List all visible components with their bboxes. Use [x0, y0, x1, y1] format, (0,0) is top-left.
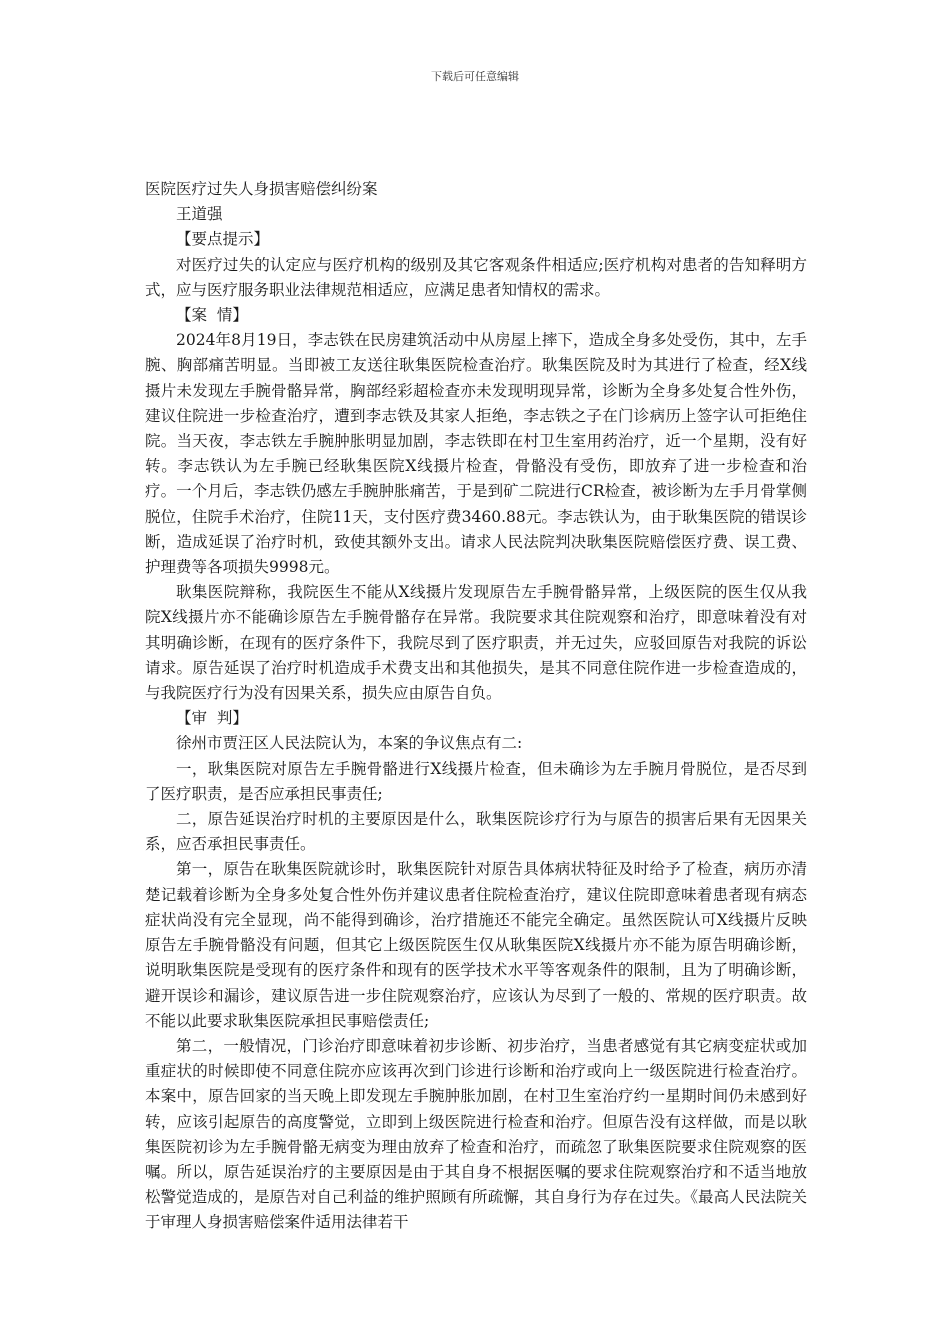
- document-body: [145, 177, 807, 1236]
- page-header-note: 下载后可任意编辑: [431, 70, 519, 83]
- key-points-text: 对医疗过失的认定应与医疗机构的级别及其它客观条件相适应;医疗机构对患者的告知释明方式，应与医疗服务职业法律规范相适应，应满足患者知情权的需求。: [145, 255, 807, 299]
- trial-second-point: 第二，一般情况，门诊治疗即意味着初步诊断、初步治疗，当患者感觉有其它病变症状或加重症状的时候即使不同意住院亦应该再次到门诊进行诊断和治疗或向上一级医院进行检查治疗。本案中，原告回家的当天晚上即发现左手腕肿胀加剧，在村卫生室治疗约一星期时间仍未感到好转，应该引起原告的高度警觉，立即到上级医院进行检查和治疗。但原告没有这样做，而是以耿集医院初诊为左手腕骨骼无病变为理由放弃了检查和治疗，而疏忽了耿集医院要求住院观察的医嘱。所以，原告延误治疗的主要原因是由于其自身不根据医嘱的要求住院观察治疗和不适当地放松警觉造成的，是原告对自己利益的维护照顾有所疏懈，其自身行为存在过失。《最高人民法院关于审理人身损害赔偿案件适用法律若干: [145, 1036, 807, 1232]
- document-title: 医院医疗过失人身损害赔偿纠纷案: [145, 180, 378, 198]
- trial-heading: 【审 判】: [176, 709, 248, 728]
- key-points-heading: 【要点提示】: [176, 230, 270, 249]
- document-author: 王道强: [176, 205, 223, 224]
- trial-issue-2: 二，原告延误治疗时机的主要原因是什么，耿集医院诊疗行为与原告的损害后果有无因果关系，应否承担民事责任。: [145, 810, 807, 854]
- case-heading: 【案 情】: [176, 306, 248, 325]
- case-paragraph-2: 耿集医院辩称，我院医生不能从X线摄片发现原告左手腕骨骼异常，上级医院的医生仅从我院X线摄片亦不能确诊原告左手腕骨骼存在异常。我院要求其住院观察和治疗，即意味着没有对其明确诊断，在现有的医疗条件下，我院尽到了医疗职责，并无过失，应驳回原告对我院的诉讼请求。原告延误了治疗时机造成手术费支出和其他损失，是其不同意住院作进一步检查造成的，与我院医疗行为没有因果关系，损失应由原告自负。: [145, 583, 807, 703]
- trial-intro: 徐州市贾汪区人民法院认为，本案的争议焦点有二:: [176, 734, 523, 753]
- trial-first-point: 第一，原告在耿集医院就诊时，耿集医院针对原告具体病状特征及时给予了检查，病历亦清楚记载着诊断为全身多处复合性外伤并建议患者住院检查治疗，建议住院即意味着患者现有病态症状尚没有完全显现，尚不能得到确诊，治疗措施还不能完全确定。虽然医院认可X线摄片反映原告左手腕骨骼没有问题，但其它上级医院医生仅从耿集医院X线摄片亦不能为原告明确诊断，说明耿集医院是受现有的医疗条件和现有的医学技术水平等客观条件的限制，且为了明确诊断，避开误诊和漏诊，建议原告进一步住院观察治疗，应该认为尽到了一般的、常规的医疗职责。故不能以此要求耿集医院承担民事赔偿责任;: [145, 860, 807, 1030]
- trial-issue-1: 一，耿集医院对原告左手腕骨骼进行X线摄片检查，但未确诊为左手腕月骨脱位，是否尽到了医疗职责，是否应承担民事责任;: [145, 759, 807, 803]
- case-paragraph-1: 2024年8月19日，李志铁在民房建筑活动中从房屋上摔下，造成全身多处受伤，其中，左手腕、胸部痛苦明显。当即被工友送往耿集医院检查治疗。耿集医院及时为其进行了检查，经X线摄片未发现左手腕骨骼异常，胸部经彩超检查亦未发现明现异常，诊断为全身多处复合性外伤，建议住院进一步检查治疗，遭到李志铁及其家人拒绝，李志铁之子在门诊病历上签字认可拒绝住院。当天夜，李志铁左手腕肿胀明显加剧，李志铁即在村卫生室用药治疗，近一个星期，没有好转。李志铁认为左手腕已经耿集医院X线摄片检查，骨骼没有受伤，即放弃了进一步检查和治疗。一个月后，李志铁仍感左手腕肿胀痛苦，于是到矿二院进行CR检查，被诊断为左手月骨掌侧脱位，住院手术治疗，住院11天，支付医疗费3460.88元。李志铁认为，由于耿集医院的错误诊断，造成延误了治疗时机，致使其额外支出。请求人民法院判决耿集医院赔偿医疗费、误工费、护理费等各项损失9998元。: [145, 331, 807, 577]
